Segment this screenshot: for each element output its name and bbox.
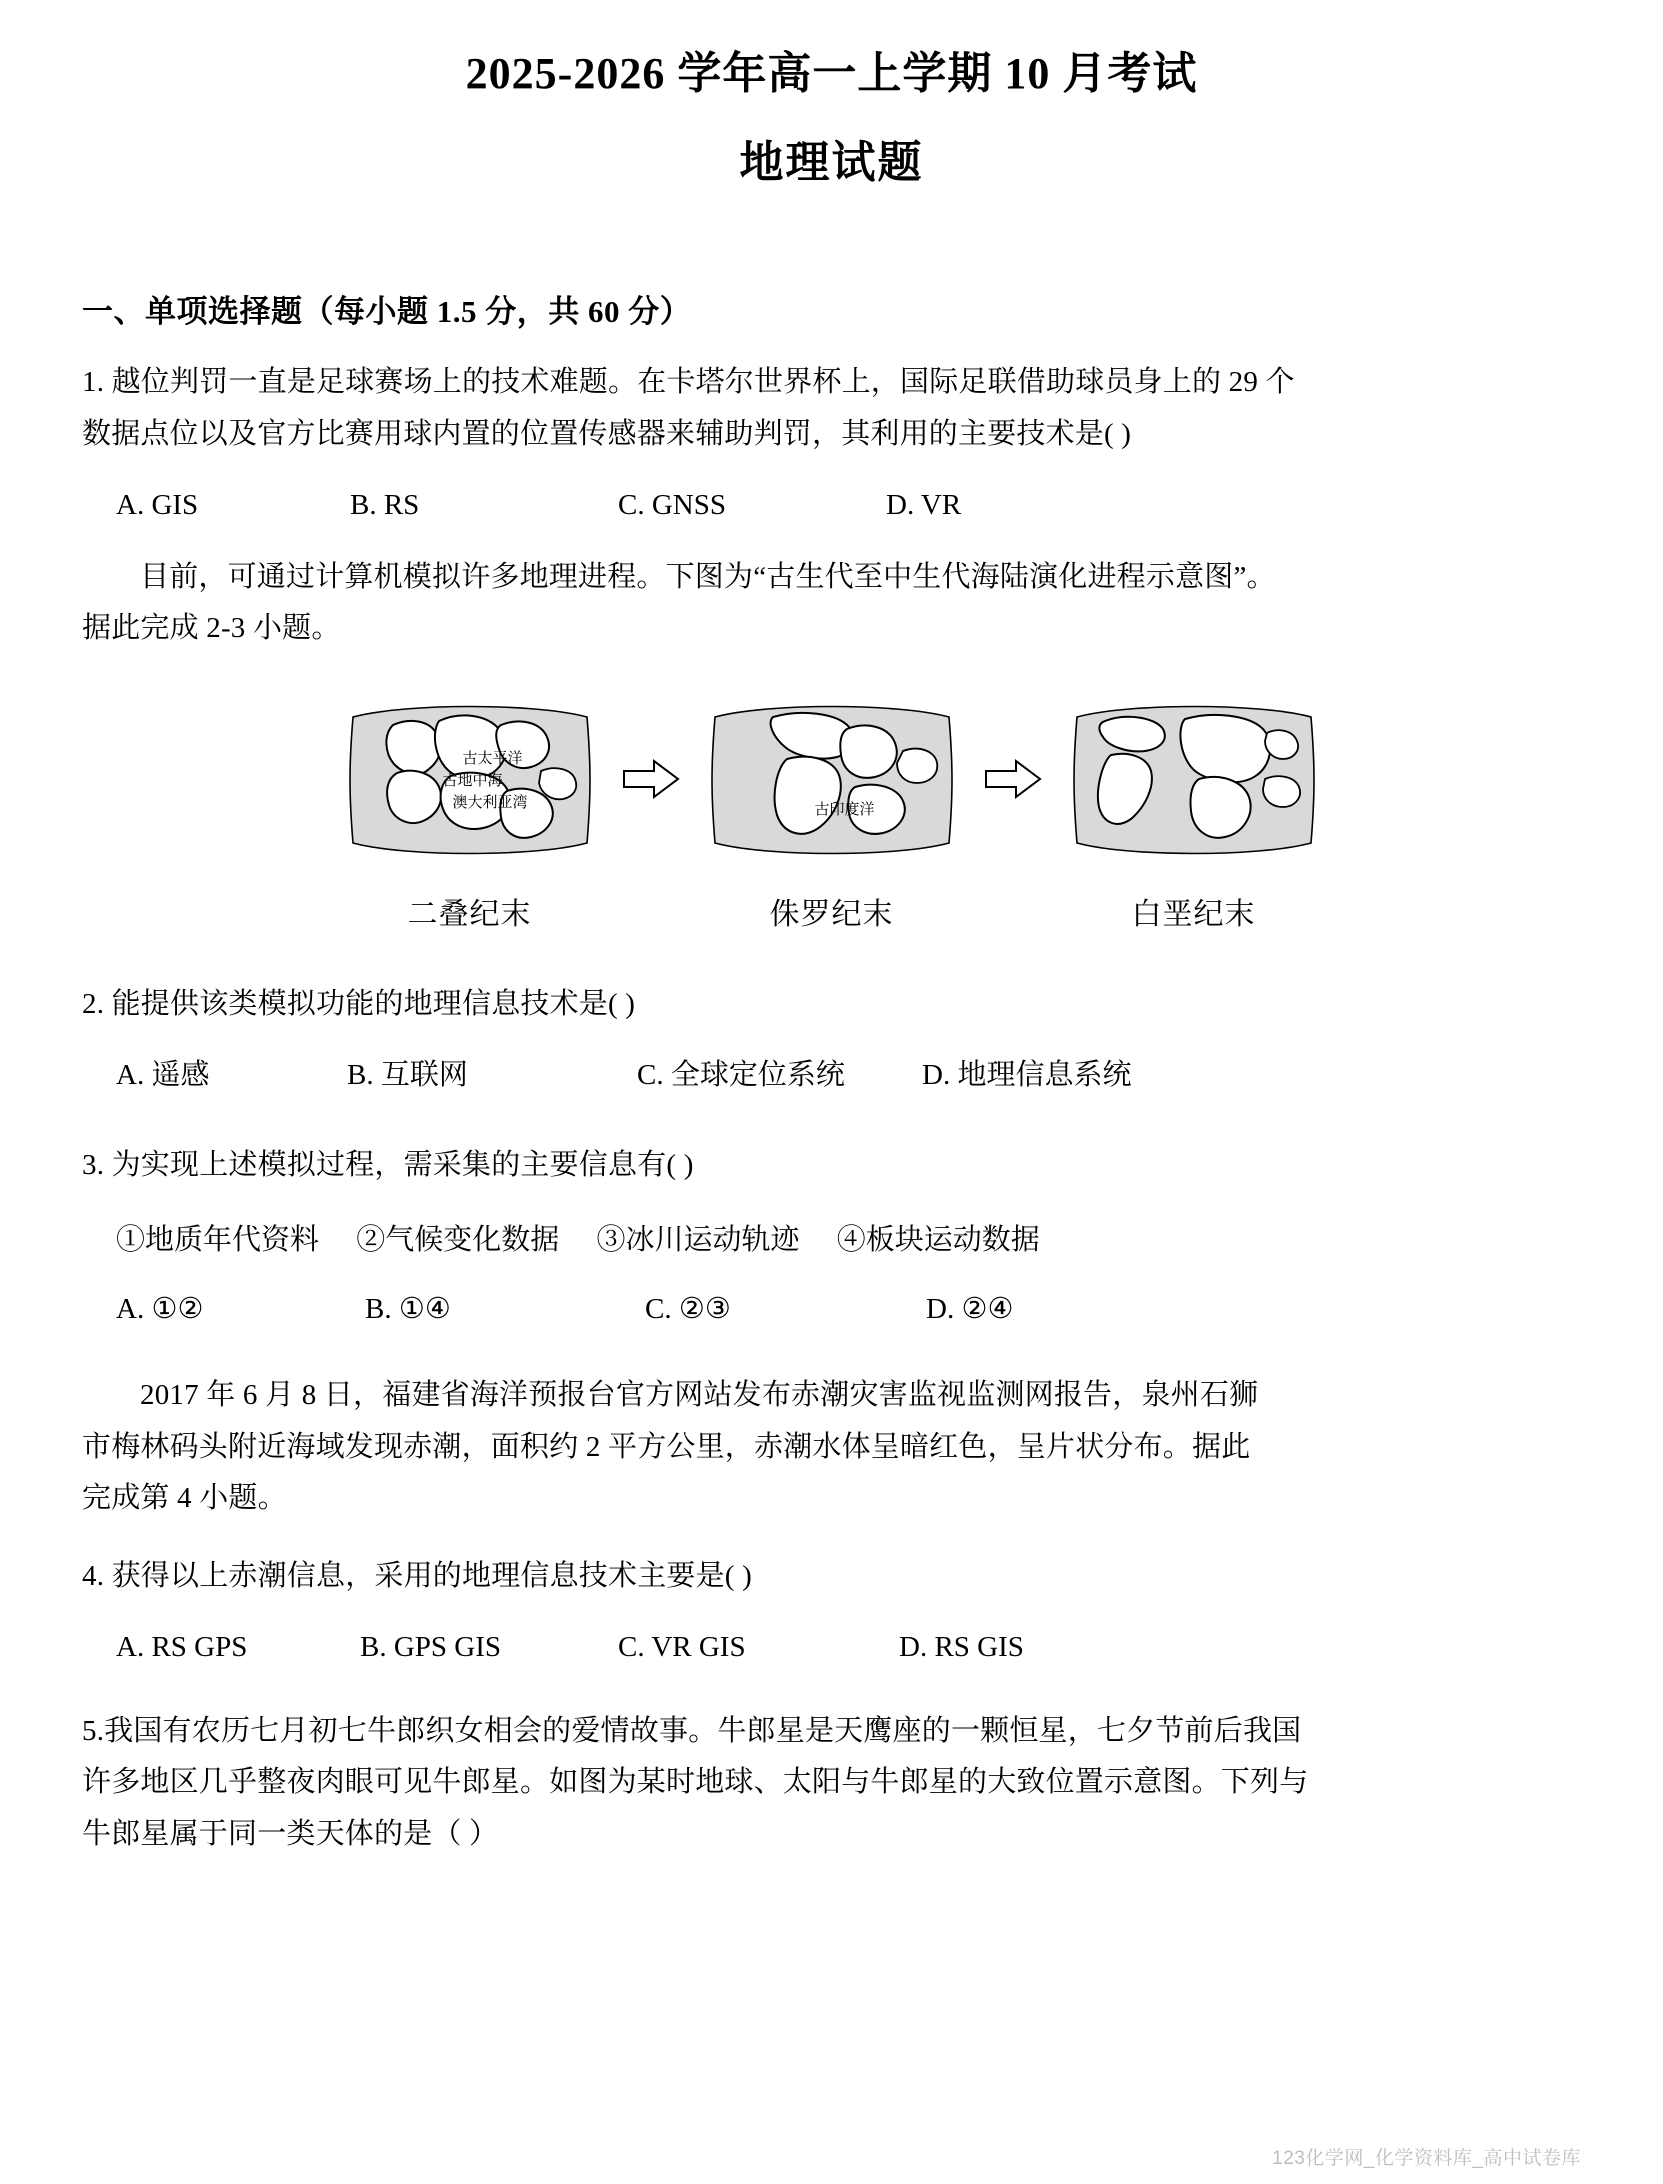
option-3-c[interactable]: C. ②③ <box>645 1292 731 1325</box>
question-5-line-2: 许多地区几乎整夜肉眼可见牛郎星。如图为某时地球、太阳与牛郎星的大致位置示意图。下列与 <box>82 1766 1309 1799</box>
page-title: 2025-2026 学年高一上学期 10 月考试 <box>465 49 1198 98</box>
right-arrow-icon <box>622 759 680 799</box>
option-4-d[interactable]: D. RS GIS <box>899 1630 1024 1663</box>
option-4-b[interactable]: B. GPS GIS <box>360 1630 502 1663</box>
question-3-item-4: ④板块运动数据 <box>836 1223 1040 1256</box>
map-label-ancient-mediterranean: 古地中海 <box>442 772 503 790</box>
option-2-c[interactable]: C. 全球定位系统 <box>637 1058 845 1091</box>
option-3-a[interactable]: A. ①② <box>116 1292 204 1325</box>
figure-caption-3: 白垩纪末 <box>1131 898 1256 932</box>
continental-drift-figure <box>82 695 1581 933</box>
question-1-line-2: 数据点位以及官方比赛用球内置的位置传感器来辅助判罚，其利用的主要技术是( ) <box>82 417 1132 450</box>
question-1-options <box>82 481 1581 530</box>
map-label-ancient-pacific: 古太平洋 <box>462 750 523 768</box>
question-5-text <box>82 1706 1581 1861</box>
option-1-c[interactable]: C. GNSS <box>618 488 726 521</box>
option-3-d[interactable]: D. ②④ <box>926 1292 1014 1325</box>
cretaceous-map-svg <box>1059 695 1329 863</box>
arrow-2-container <box>967 695 1059 863</box>
option-2-a[interactable]: A. 遥感 <box>116 1058 210 1091</box>
stem-2-3-line-1: 目前，可通过计算机模拟许多地理进程。下图为“古生代至中生代海陆演化进程示意图”。 <box>140 560 1276 593</box>
stem-4-line-2: 市梅林码头附近海域发现赤潮，面积约 2 平方公里，赤潮水体呈暗红色，呈片状分布。据此 <box>82 1430 1251 1463</box>
question-1-line-1: 1. 越位判罚一直是足球赛场上的技术难题。在卡塔尔世界杯上，国际足联借助球员身上的 29 个 <box>82 366 1295 399</box>
option-3-b[interactable]: B. ①④ <box>365 1292 451 1325</box>
stem-question-4 <box>82 1370 1581 1525</box>
question-3-item-2: ②气候变化数据 <box>356 1223 560 1256</box>
arrow-1-container <box>605 695 697 863</box>
map-label-australia-bay: 澳大利亚湾 <box>452 794 528 812</box>
exam-page <box>0 44 1663 2184</box>
figure-caption-2: 侏罗纪末 <box>769 898 894 932</box>
figure-caption-1: 二叠纪末 <box>407 898 532 932</box>
option-2-d[interactable]: D. 地理信息系统 <box>922 1058 1132 1091</box>
option-1-d[interactable]: D. VR <box>886 488 962 521</box>
map-panel-permian <box>335 695 605 863</box>
figure-panel-3 <box>1059 695 1329 933</box>
stem-4-line-3: 完成第 4 小题。 <box>82 1482 287 1515</box>
map-panel-cretaceous <box>1059 695 1329 863</box>
map-panel-jurassic <box>697 695 967 863</box>
question-5-line-1: 5.我国有农历七月初七牛郎织女相会的爱情故事。牛郎星是天鹰座的一颗恒星，七夕节前后我国 <box>82 1714 1302 1747</box>
stem-2-3-line-2: 据此完成 2-3 小题。 <box>82 612 341 645</box>
question-5-line-3: 牛郎星属于同一类天体的是（ ） <box>82 1818 499 1851</box>
footer-watermark: 123化学网_化学资料库_高中试卷库 <box>1272 2148 1581 2169</box>
question-2-text: 2. 能提供该类模拟功能的地理信息技术是( ) <box>82 988 636 1021</box>
option-4-a[interactable]: A. RS GPS <box>116 1630 248 1663</box>
question-4-text: 4. 获得以上赤潮信息，采用的地理信息技术主要是( ) <box>82 1559 752 1592</box>
question-3-item-3: ③冰川运动轨迹 <box>596 1223 800 1256</box>
figure-panel-1 <box>335 695 605 933</box>
map-label-ancient-indian-ocean: 古印度洋 <box>814 801 875 819</box>
question-2-options <box>82 1051 1581 1100</box>
option-1-b[interactable]: B. RS <box>350 488 420 521</box>
jurassic-map-svg <box>697 695 967 863</box>
question-3-item-1: ①地质年代资料 <box>116 1223 320 1256</box>
option-4-c[interactable]: C. VR GIS <box>618 1630 746 1663</box>
section-heading-single-choice: 一、单项选择题（每小题 1.5 分，共 60 分） <box>82 293 692 329</box>
question-4-options <box>82 1623 1581 1672</box>
option-2-b[interactable]: B. 互联网 <box>347 1058 468 1091</box>
question-3-options <box>82 1285 1581 1334</box>
page-subtitle: 地理试题 <box>739 138 924 188</box>
right-arrow-icon-2 <box>984 759 1042 799</box>
option-1-a[interactable]: A. GIS <box>116 488 199 521</box>
question-1-text <box>82 357 1581 460</box>
question-3-text: 3. 为实现上述模拟过程，需采集的主要信息有( ) <box>82 1148 694 1181</box>
figure-panel-2 <box>697 695 967 933</box>
stem-4-line-1: 2017 年 6 月 8 日，福建省海洋预报台官方网站发布赤潮灾害监视监测网报告，泉州石狮 <box>140 1379 1259 1412</box>
question-3-items <box>82 1216 1581 1265</box>
stem-questions-2-3 <box>82 552 1581 655</box>
